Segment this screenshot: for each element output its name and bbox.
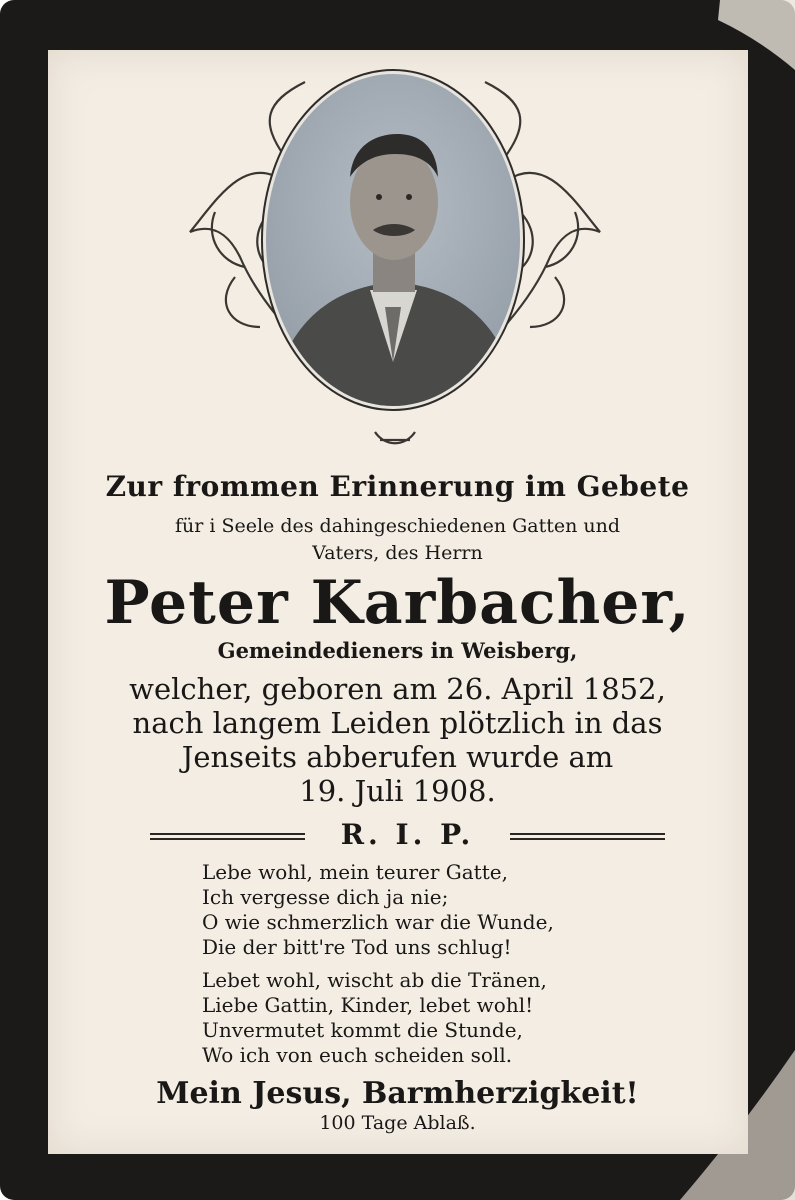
verse-line: Ich vergesse dich ja nie; <box>202 885 449 909</box>
bio-line: nach langem Leiden plötzlich in das <box>132 706 663 740</box>
verse-line: Liebe Gattin, Kinder, lebet wohl! <box>202 993 534 1017</box>
verse-line: Wo ich von euch scheiden soll. <box>202 1043 513 1067</box>
bio-line: 19. Juli 1908. <box>299 774 496 808</box>
verse-line: Unvermutet kommt die Stunde, <box>202 1018 523 1042</box>
intro-line-2: Vaters, des Herrn <box>312 542 483 564</box>
indulgence-note: 100 Tage Ablaß. <box>319 1112 476 1134</box>
verse-line: Lebet wohl, wischt ab die Tränen, <box>202 968 547 992</box>
verse-line: Lebe wohl, mein teurer Gatte, <box>202 860 508 884</box>
rip-divider <box>150 818 665 854</box>
intro-line-1: für i Seele des dahingeschiedenen Gatten und <box>174 515 621 537</box>
closing-prayer: Mein Jesus, Barmherzigkeit! <box>156 1076 639 1111</box>
verse-line: Die der bitt're Tod uns schlug! <box>202 935 512 959</box>
bio-line: welcher, geboren am 26. April 1852, <box>129 672 666 706</box>
heading: Zur frommen Erinnerung im Gebete <box>105 470 690 503</box>
portrait-frame <box>175 62 615 462</box>
divider-rule-left <box>150 833 305 840</box>
bio-line: Jenseits abberufen wurde am <box>181 740 614 774</box>
divider-rule-right <box>510 833 665 840</box>
verse-line: O wie schmerzlich war die Wunde, <box>202 910 554 934</box>
portrait-photo <box>255 62 535 422</box>
deceased-name: Peter Karbacher, <box>104 568 691 638</box>
occupation: Gemeindedieners in Weisberg, <box>217 638 578 663</box>
rip-text: R. I. P. <box>340 818 475 851</box>
